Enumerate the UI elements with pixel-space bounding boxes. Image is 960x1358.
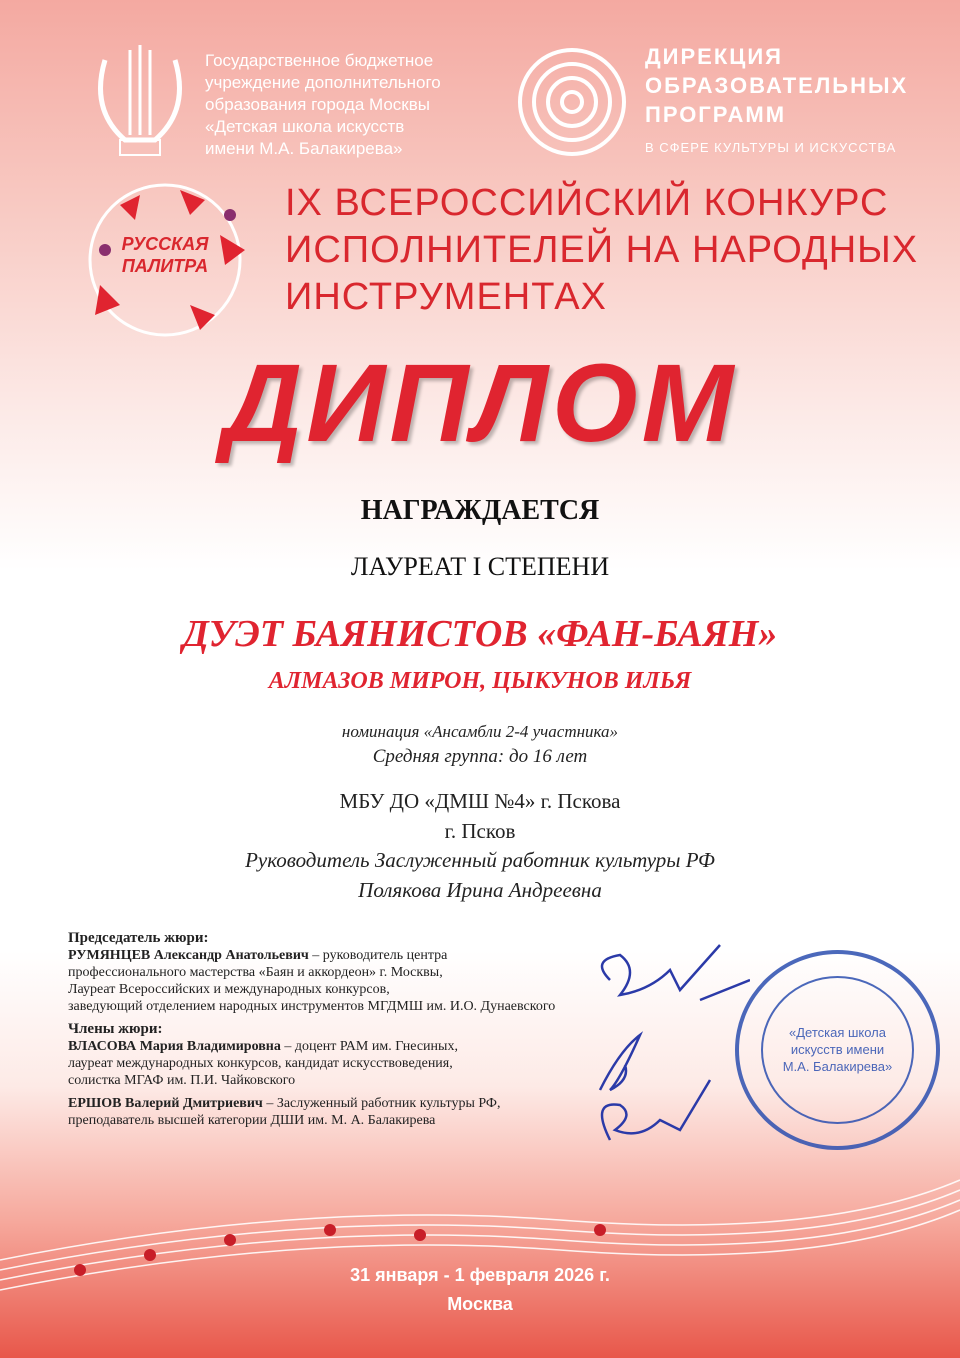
jury-line: преподаватель высшей категории ДШИ им. М. А. Балакирева: [68, 1113, 436, 1128]
directorate-name: [645, 42, 908, 162]
school-line: «Детская школа искусств: [205, 117, 405, 136]
teacher-title: Руководитель Заслуженный работник культуры РФ: [245, 848, 715, 872]
stamp-line: «Детская школа: [788, 1025, 887, 1040]
jury-line: Лауреат Всероссийских и международных конкурсов,: [68, 982, 390, 997]
title-line: ИСПОЛНИТЕЛЕЙ НА НАРОДНЫХ: [285, 229, 919, 271]
jury-list: [68, 930, 555, 1135]
stamp-line: М.А. Балакирева»: [782, 1059, 893, 1074]
jury-line: солистка МГАФ им. П.И. Чайковского: [68, 1073, 296, 1088]
directorate-line: ОБРАЗОВАТЕЛЬНЫХ: [645, 73, 909, 98]
signatures: [580, 940, 750, 1170]
festival-logo-line: ПАЛИТРА: [121, 256, 209, 276]
title-line: ИНСТРУМЕНТАХ: [285, 276, 607, 318]
jury-chair-desc: – руководитель центра: [308, 948, 448, 963]
contest-title: [285, 180, 925, 321]
jury-chair-name: РУМЯНЦЕВ Александр Анатольевич: [68, 948, 309, 963]
institution: МБУ ДО «ДМШ №4» г. Пскова: [339, 789, 621, 813]
school-line: образования города Москвы: [205, 95, 430, 114]
event-city: Москва: [447, 1294, 513, 1314]
school-line: Государственное бюджетное: [205, 51, 434, 70]
directorate-logo: [515, 45, 630, 160]
winner-name: ДУЭТ БАЯНИСТОВ «ФАН-БАЯН»: [182, 613, 778, 655]
jury-line: лауреат международных конкурсов, кандидат искусствоведения,: [68, 1056, 453, 1071]
jury-chair-heading: Председатель жюри:: [68, 930, 209, 946]
jury-member-name: ЕРШОВ Валерий Дмитриевич: [68, 1096, 263, 1111]
age-group: Средняя группа: до 16 лет: [372, 746, 588, 767]
school-line: учреждение дополнительного: [205, 73, 441, 92]
school-lyre-logo: [85, 40, 195, 160]
event-dates: 31 января - 1 февраля 2026 г.: [350, 1265, 610, 1285]
stamp-line: искусств имени: [790, 1042, 885, 1057]
jury-member-desc: – доцент РАМ им. Гнесиных,: [280, 1039, 458, 1054]
directorate-subtitle: В СФЕРЕ КУЛЬТУРЫ И ИСКУССТВА: [645, 140, 897, 155]
jury-members-heading: Члены жюри:: [68, 1021, 163, 1037]
jury-line: профессионального мастерства «Баян и аккордеон» г. Москвы,: [68, 965, 443, 980]
teacher-name: Полякова Ирина Андреевна: [358, 878, 602, 902]
jury-member-desc: – Заслуженный работник культуры РФ,: [262, 1096, 501, 1111]
school-name: [205, 50, 441, 160]
diploma-heading: ДИПЛОМ: [222, 342, 738, 465]
degree-label: ЛАУРЕАТ I СТЕПЕНИ: [350, 552, 610, 581]
jury-line: заведующий отделением народных инструментов МГДМШ им. И.О. Дунаевского: [68, 999, 556, 1014]
directorate-line: ДИРЕКЦИЯ: [645, 44, 783, 69]
title-line: IX ВСЕРОССИЙСКИЙ КОНКУРС: [285, 182, 889, 224]
festival-logo-line: РУССКАЯ: [121, 234, 209, 254]
awarded-label: НАГРАЖДАЕТСЯ: [360, 495, 600, 526]
nomination: номинация «Ансамбли 2-4 участника»: [341, 722, 619, 741]
official-stamp: [735, 950, 940, 1150]
directorate-line: ПРОГРАММ: [645, 102, 787, 127]
festival-logo: [60, 175, 270, 345]
school-line: имени М.А. Балакирева»: [205, 139, 403, 158]
jury-member-name: ВЛАСОВА Мария Владимировна: [68, 1039, 281, 1054]
winner-members: АЛМАЗОВ МИРОН, ЦЫКУНОВ ИЛЬЯ: [268, 668, 692, 694]
city: г. Псков: [444, 819, 516, 843]
